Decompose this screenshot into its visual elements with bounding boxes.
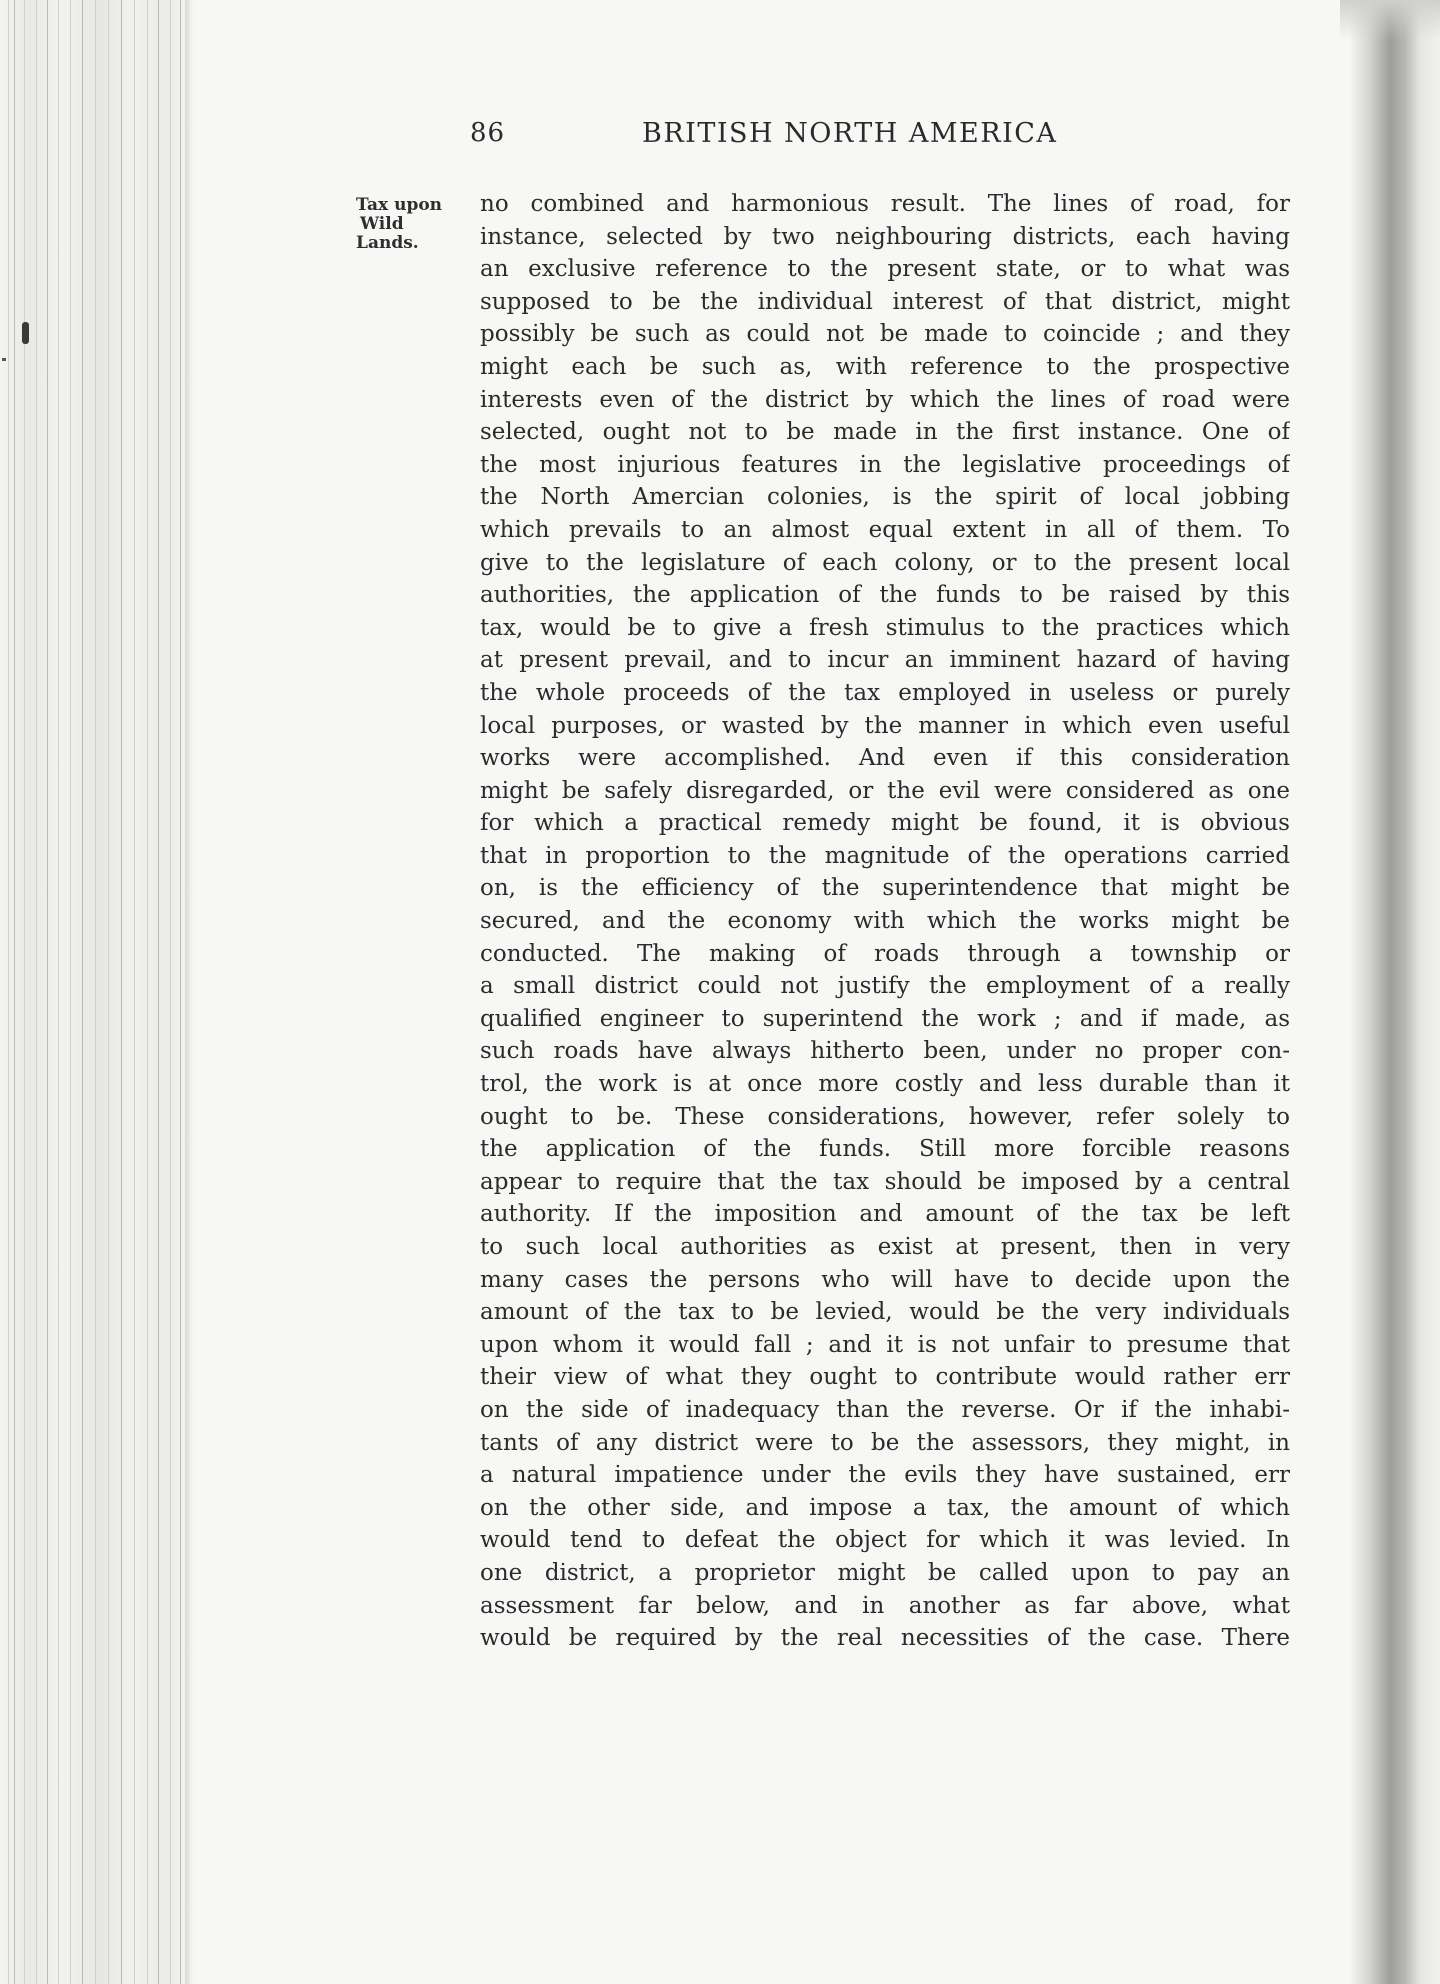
body-text-line: authority. If the imposition and amount of the tax be left: [480, 1201, 1290, 1228]
body-text-line: would be required by the real necessities of the case. There: [480, 1625, 1290, 1652]
body-text-line: that in proportion to the magnitude of the operations carried: [480, 842, 1290, 869]
body-text-line: assessment far below, and in another as far above, what: [480, 1592, 1290, 1619]
body-text-line: which prevails to an almost equal extent in all of them. To: [480, 516, 1290, 543]
page-stack-edges: [0, 0, 195, 1984]
body-text-line: appear to require that the tax should be imposed by a central: [480, 1168, 1290, 1195]
body-text-line: upon whom it would fall ; and it is not unfair to presume that: [480, 1331, 1290, 1358]
marginal-note: [356, 196, 466, 253]
running-title: BRITISH NORTH AMERICA: [642, 118, 1058, 149]
body-text-line: works were accomplished. And even if this consideration: [480, 745, 1290, 772]
body-text-line: would tend to defeat the object for which it was levied. In: [480, 1527, 1290, 1554]
body-text-line: might each be such as, with reference to the prospective: [480, 353, 1290, 380]
body-text-line: such roads have always hitherto been, under no proper con-: [480, 1038, 1290, 1065]
body-text-line: trol, the work is at once more costly and less durable than it: [480, 1071, 1290, 1098]
body-text-line: give to the legislature of each colony, or to the present local: [480, 549, 1290, 576]
body-paragraph: [480, 188, 1290, 1655]
body-text-line: on the other side, and impose a tax, the amount of which: [480, 1494, 1290, 1521]
page-header: [470, 118, 1120, 162]
body-text-line: qualified engineer to superintend the work ; and if made, as: [480, 1005, 1290, 1032]
page-number: 86: [470, 118, 506, 148]
body-text-line: local purposes, or wasted by the manner in which even useful: [480, 712, 1290, 739]
body-text-line: the application of the funds. Still more forcible reasons: [480, 1136, 1290, 1163]
scan-blot-mark: [22, 322, 29, 344]
body-text-line: conducted. The making of roads through a township or: [480, 940, 1290, 967]
body-text-line: on the side of inadequacy than the reverse. Or if the inhabi-: [480, 1396, 1290, 1423]
page-edge-shadow: [185, 0, 193, 1984]
binding-gutter: [1350, 0, 1440, 1984]
body-text-line: for which a practical remedy might be found, it is obvious: [480, 810, 1290, 837]
body-text-line: instance, selected by two neighbouring districts, each having: [480, 223, 1290, 250]
body-text-line: the North Amercian colonies, is the spirit of local jobbing: [480, 484, 1290, 511]
body-text-line: interests even of the district by which the lines of road were: [480, 386, 1290, 413]
marginal-note-line: Lands.: [356, 233, 419, 253]
marginal-note-line: Wild: [360, 214, 404, 234]
body-text-line: a natural impatience under the evils they have sustained, err: [480, 1462, 1290, 1489]
body-text-line: to such local authorities as exist at present, then in very: [480, 1234, 1290, 1260]
body-text-line: tants of any district were to be the assessors, they might, in: [480, 1429, 1290, 1456]
body-text-line: ought to be. These considerations, however, refer solely to: [480, 1103, 1290, 1130]
body-text-line: their view of what they ought to contribute would rather err: [480, 1364, 1290, 1391]
body-text-line: tax, would be to give a fresh stimulus to the practices which: [480, 614, 1290, 641]
body-text-line: might be safely disregarded, or the evil were considered as one: [480, 777, 1290, 804]
body-text-line: no combined and harmonious result. The lines of road, for: [480, 191, 1290, 217]
body-text-line: the most injurious features in the legislative proceedings of: [480, 451, 1290, 478]
body-text-line: authorities, the application of the funds to be raised by this: [480, 582, 1290, 609]
top-corner-shadow: [1340, 0, 1440, 40]
body-text-line: selected, ought not to be made in the first instance. One of: [480, 419, 1290, 446]
scan-speck-mark: [2, 358, 6, 361]
marginal-note-line: Tax upon: [356, 195, 443, 215]
body-text-line: many cases the persons who will have to decide upon the: [480, 1266, 1290, 1293]
body-text-line: at present prevail, and to incur an imminent hazard of having: [480, 647, 1290, 674]
body-text-line: the whole proceeds of the tax employed in useless or purely: [480, 679, 1290, 706]
body-text-line: a small district could not justify the employment of a really: [480, 973, 1290, 1000]
body-text-line: possibly be such as could not be made to coincide ; and they: [480, 321, 1290, 348]
body-text-line: on, is the efficiency of the superintendence that might be: [480, 875, 1290, 902]
body-text-line: an exclusive reference to the present state, or to what was: [480, 256, 1290, 283]
body-text-line: amount of the tax to be levied, would be the very individuals: [480, 1299, 1290, 1326]
body-text-line: secured, and the economy with which the works might be: [480, 908, 1290, 935]
body-text-line: one district, a proprietor might be called upon to pay an: [480, 1559, 1290, 1586]
body-text-line: supposed to be the individual interest of that district, might: [480, 288, 1290, 315]
